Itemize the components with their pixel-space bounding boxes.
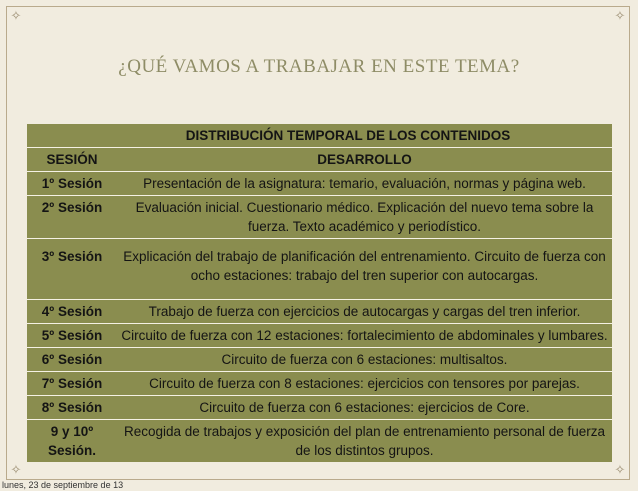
corner-ornament-icon: ✧ bbox=[10, 462, 22, 477]
description-cell: Presentación de la asignatura: temario, evaluación, normas y página web. bbox=[143, 176, 586, 191]
column-header-session: SESIÓN bbox=[46, 152, 98, 167]
table-header-row bbox=[27, 147, 612, 171]
description-cell: Circuito de fuerza con 12 estaciones: fortalecimiento de abdominales y lumbares. bbox=[121, 328, 608, 343]
session-cell: 4º Sesión bbox=[41, 304, 103, 319]
table-row bbox=[27, 299, 612, 323]
table-row bbox=[27, 347, 612, 371]
session-cell: 6º Sesión bbox=[41, 352, 103, 367]
description-cell: Evaluación inicial. Cuestionario médico. Explicación del nuevo tema sobre la fuerza. Texto académico y periodístico. bbox=[135, 200, 594, 234]
description-cell: Recogida de trabajos y exposición del plan de entrenamiento personal de fuerza de los distintos grupos. bbox=[123, 424, 606, 458]
description-cell: Explicación del trabajo de planificación del entrenamiento. Circuito de fuerza con ocho estaciones: trabajo del tren superior con autocargas. bbox=[123, 249, 606, 283]
session-cell: 2º Sesión bbox=[41, 200, 103, 215]
column-header-development: DESARROLLO bbox=[317, 152, 412, 167]
table-row bbox=[27, 195, 612, 238]
session-cell: 8º Sesión bbox=[41, 400, 103, 415]
slide-title: ¿QUÉ VAMOS A TRABAJAR EN ESTE TEMA? bbox=[118, 56, 520, 77]
session-cell: 9 y 10º Sesión. bbox=[47, 424, 96, 458]
session-cell: 7º Sesión bbox=[41, 376, 103, 391]
description-cell: Circuito de fuerza con 6 estaciones: ejercicios de Core. bbox=[199, 400, 530, 415]
session-cell: 3º Sesión bbox=[41, 249, 103, 264]
table-row bbox=[27, 419, 612, 462]
footer-date: lunes, 23 de septiembre de 13 bbox=[2, 480, 124, 490]
table-row bbox=[27, 323, 612, 347]
table-row bbox=[27, 238, 612, 299]
table-title: DISTRIBUCIÓN TEMPORAL DE LOS CONTENIDOS bbox=[185, 128, 511, 143]
table-row bbox=[27, 171, 612, 195]
table-title-row bbox=[27, 124, 612, 147]
corner-ornament-icon: ✧ bbox=[10, 8, 22, 23]
session-cell: 1º Sesión bbox=[41, 176, 103, 191]
session-cell: 5º Sesión bbox=[41, 328, 103, 343]
corner-ornament-icon: ✧ bbox=[614, 8, 626, 23]
content-schedule-table bbox=[27, 124, 612, 462]
table-row bbox=[27, 371, 612, 395]
corner-ornament-icon: ✧ bbox=[614, 462, 626, 477]
description-cell: Circuito de fuerza con 8 estaciones: ejercicios con tensores por parejas. bbox=[149, 376, 580, 391]
table-row bbox=[27, 395, 612, 419]
description-cell: Trabajo de fuerza con ejercicios de autocargas y cargas del tren inferior. bbox=[148, 304, 581, 319]
description-cell: Circuito de fuerza con 6 estaciones: multisaltos. bbox=[221, 352, 508, 367]
